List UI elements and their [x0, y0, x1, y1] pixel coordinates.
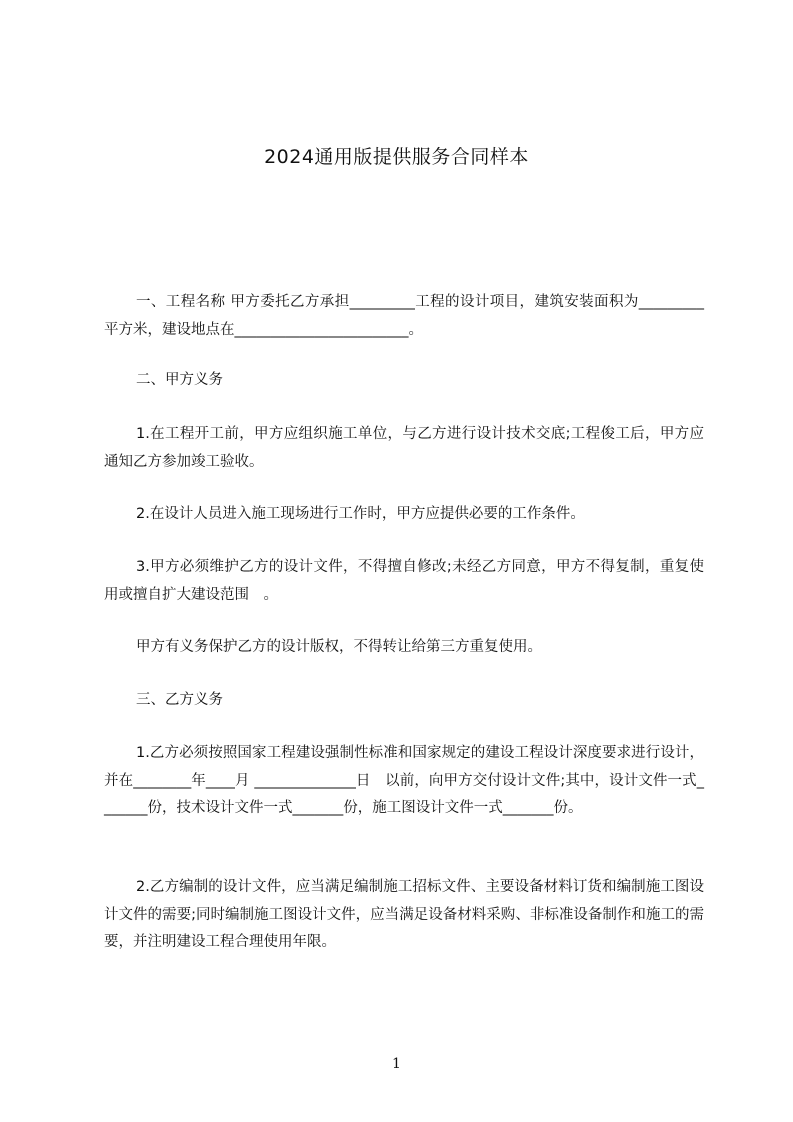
party-a-obligation-4: 甲方有义务保护乙方的设计版权，不得转让给第三方重复使用。: [136, 639, 542, 655]
party-b-obligation-2: 2.乙方编制的设计文件，应当满足编制施工招标文件、主要设备材料订货和编制施工图设计文件的需要;同时编制施工图设计文件，应当满足设备材料采购、非标准设备制作和施工的需要，并注明建设工程合理使用年限。: [104, 879, 704, 950]
party-b-obligation-1: 1.乙方必须按照国家工程建设强制性标准和国家规定的建设工程设计深度要求进行设计，并在________年____月 ______________日 以前，向甲方交付设计文件;其中，设计文件一式_______份，技术设计文件一式_______份，施工图设计文件一式_______份。: [104, 745, 704, 816]
section-2-heading: 二、甲方义务: [136, 372, 223, 388]
party-a-obligation-2: 2.在设计人员进入施工现场进行工作时，甲方应提供必要的工作条件。: [136, 506, 585, 522]
party-a-obligation-1: 1.在工程开工前，甲方应组织施工单位，与乙方进行设计技术交底;工程俊工后，甲方应通知乙方参加竣工验收。: [104, 426, 704, 470]
section-3-heading: 三、乙方义务: [136, 692, 223, 708]
party-a-obligation-3: 3.甲方必须维护乙方的设计文件，不得擅自修改;未经乙方同意，甲方不得复制，重复使用或擅自扩大建设范围 。: [104, 559, 704, 603]
page-title: 2024通用版提供服务合同样本: [264, 146, 529, 168]
section-1-project-name: 一、工程名称 甲方委托乙方承担_________工程的设计项目，建筑安装面积为_________平方米，建设地点在________________________。: [104, 294, 704, 338]
page-number: 1: [392, 1056, 401, 1072]
